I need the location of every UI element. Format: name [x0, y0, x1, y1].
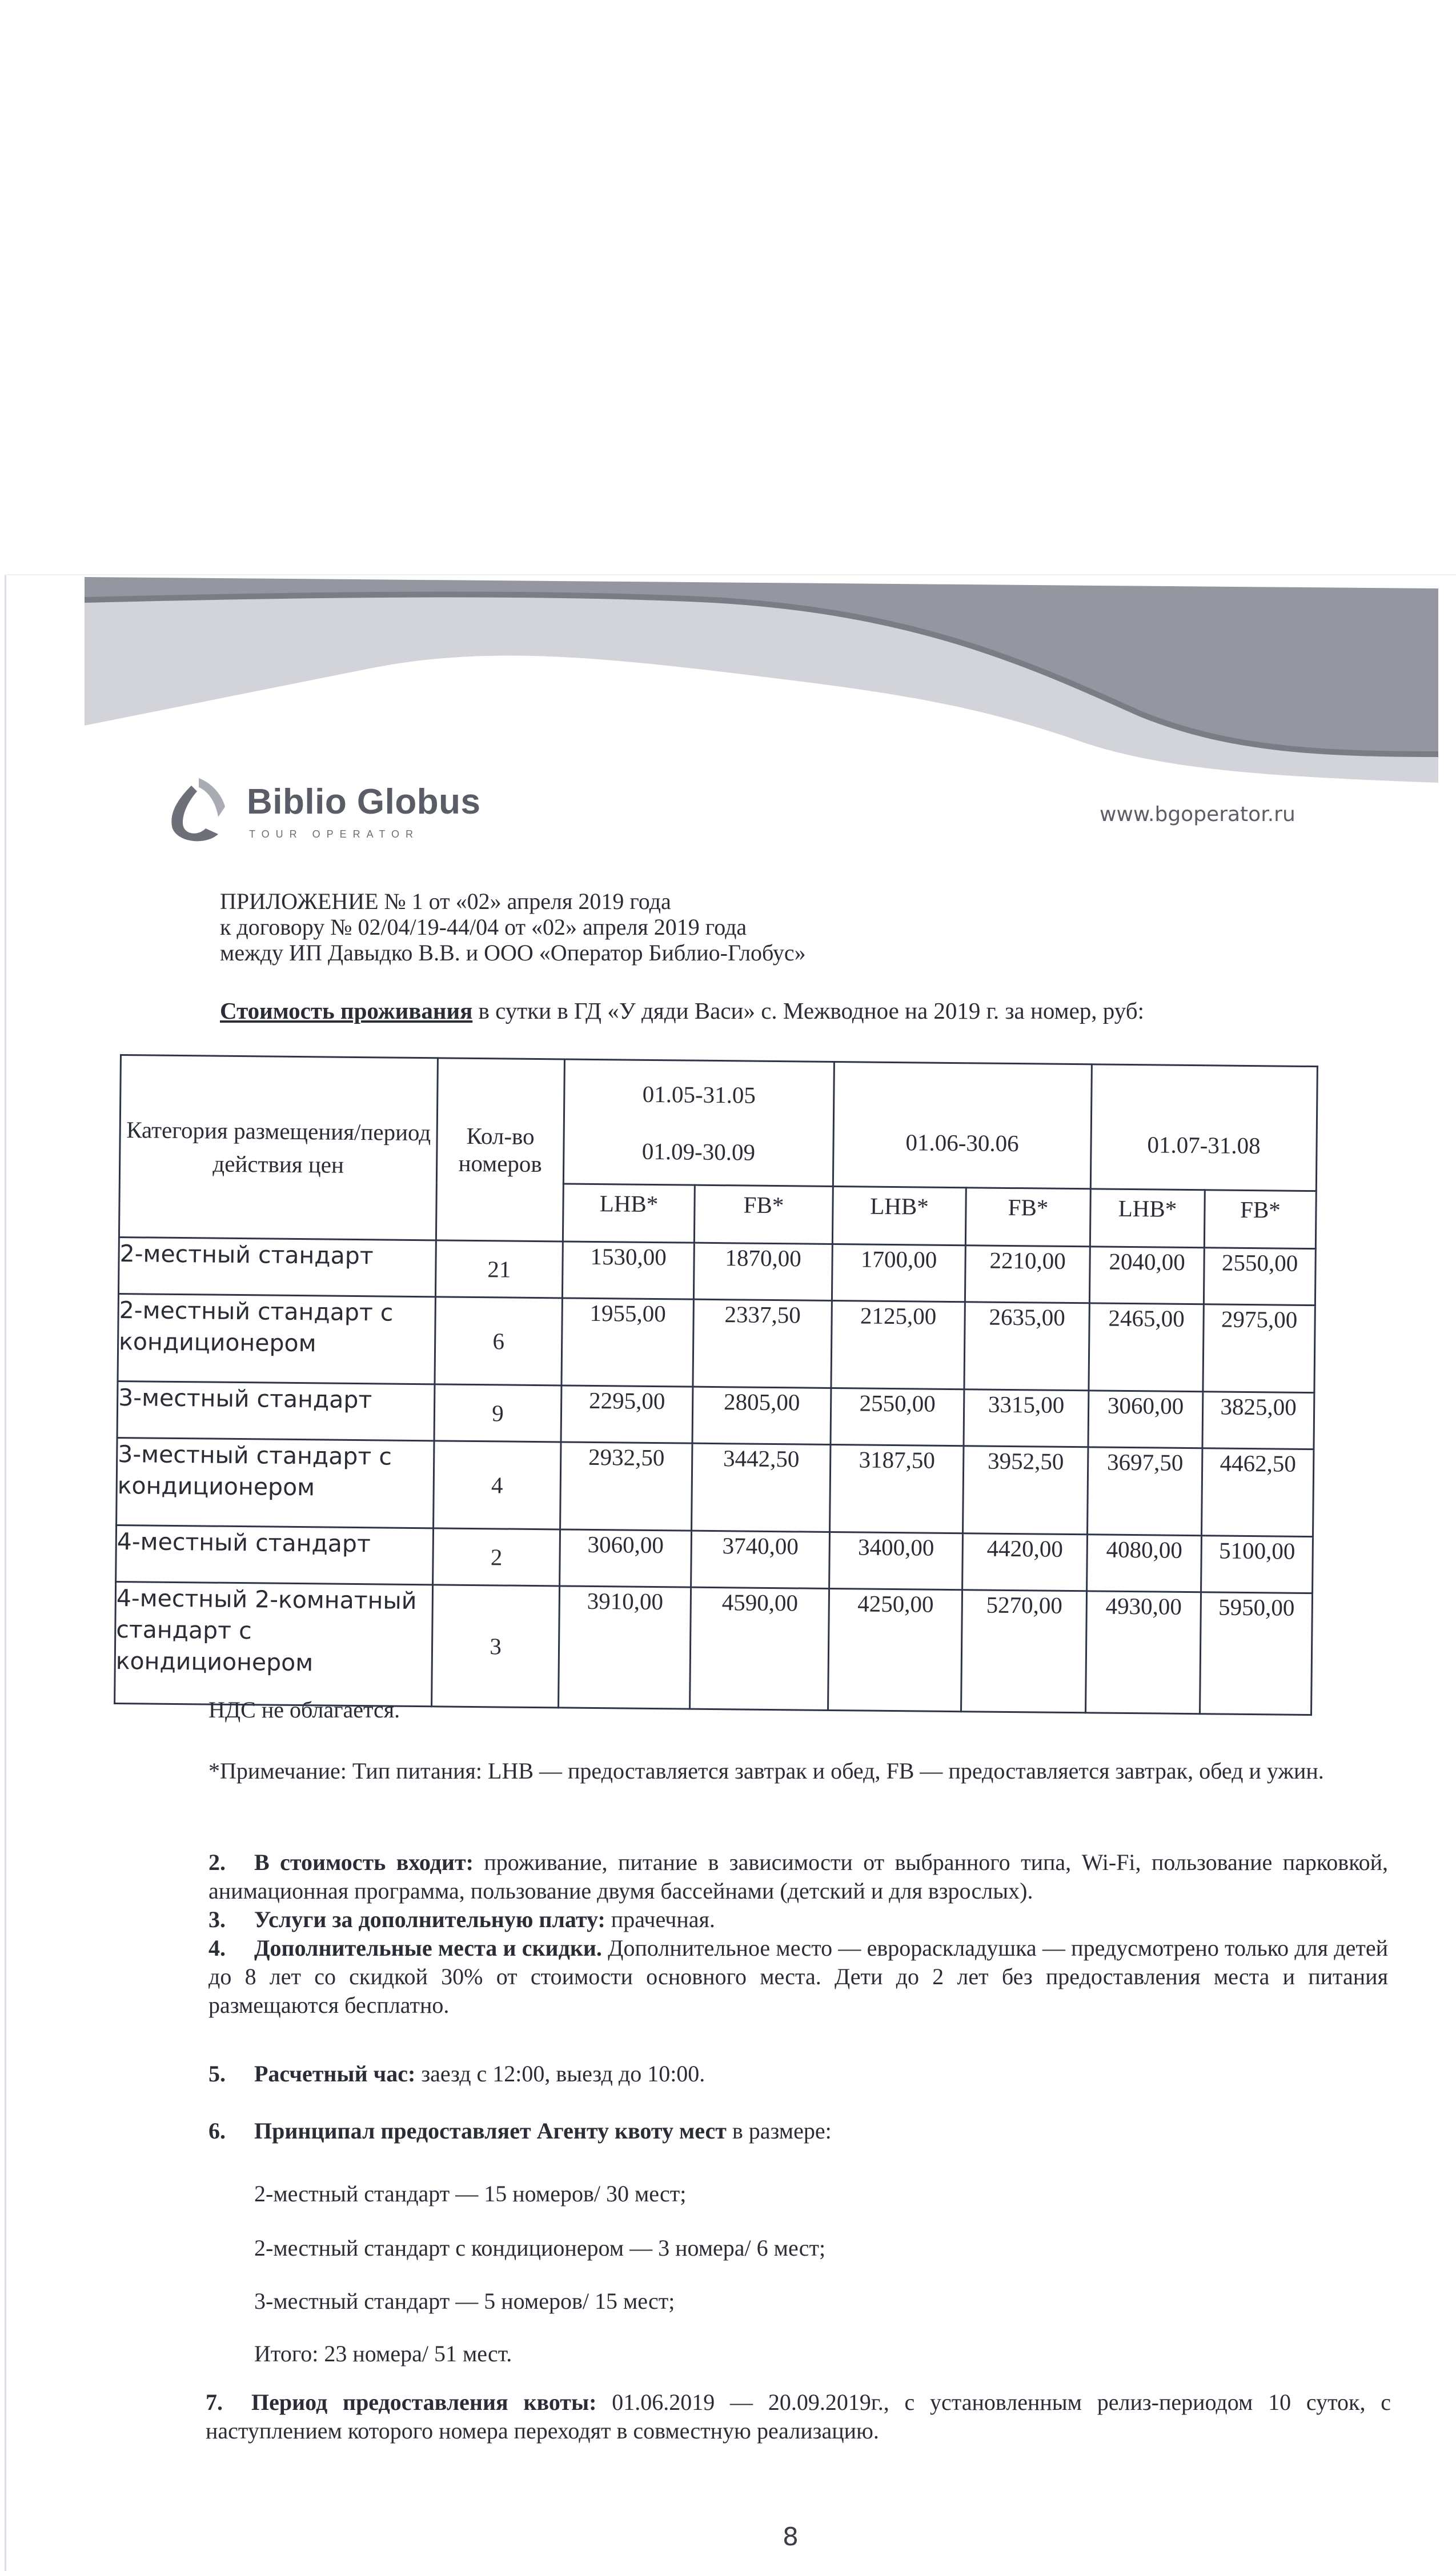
meal-type-header: FB*: [1204, 1190, 1316, 1249]
biblio-globus-logo: [166, 771, 508, 846]
section-2: [208, 1848, 1388, 1905]
section-3: [208, 1905, 1388, 1934]
brand-name: Biblio Globus: [247, 782, 481, 822]
section-number: 3.: [208, 1907, 226, 1932]
meal-type-header: LHB*: [563, 1184, 695, 1243]
section-7: [206, 2388, 1391, 2445]
price-cell: 1955,00: [561, 1298, 693, 1387]
price-cell: 2932,50: [560, 1442, 692, 1531]
section-text: Дополнительное место — еврораскладушка — предусмотрено только для детей до 8 лет со скидкой 30% от стоимости основного места. Дети до 2 лет без предоставления места и питания размещаются бесплатно.: [208, 1935, 1389, 2018]
room-count: 21: [435, 1240, 563, 1298]
price-cell: 1530,00: [562, 1242, 694, 1299]
brand-tagline: TOUR OPERATOR: [249, 828, 420, 840]
quota-item: 2-местный стандарт — 15 номеров/ 30 мест;: [254, 2181, 687, 2206]
room-category: 3-местный стандарт: [117, 1381, 435, 1440]
room-count: 2: [433, 1528, 560, 1586]
section-6: [208, 2117, 832, 2145]
table-header-row: [119, 1055, 1317, 1191]
meal-type-header: FB*: [965, 1188, 1090, 1247]
section-number: 4.: [208, 1935, 226, 1961]
column-header-period: 01.06-30.06: [833, 1062, 1092, 1189]
column-header-category: Категория размещения/период действия цен: [119, 1055, 438, 1240]
price-cell: 4930,00: [1086, 1591, 1201, 1714]
price-cell: 2975,00: [1203, 1304, 1315, 1393]
section-4: [208, 1934, 1388, 2020]
meal-note: *Примечание: Тип питания: LHB — предоставляется завтрак и обед, FB — предоставляется завтрак, обед и ужин.: [208, 1758, 1324, 1784]
price-cell: 2550,00: [1204, 1248, 1315, 1305]
price-cell: 2125,00: [831, 1300, 965, 1389]
price-cell: 4462,50: [1201, 1448, 1313, 1537]
room-category: 2-местный стандарт: [118, 1237, 436, 1296]
section-title: Расчетный час:: [254, 2061, 416, 2087]
price-cell: 4250,00: [828, 1588, 962, 1711]
vat-note: НДС не облагается.: [208, 1697, 400, 1723]
section-title: Услуги за дополнительную плату:: [254, 1907, 605, 1932]
cost-title: [220, 997, 1144, 1024]
meal-type-header: LHB*: [832, 1186, 966, 1245]
section-text: в размере:: [726, 2118, 832, 2144]
appendix-heading: [220, 888, 806, 966]
section-number: 5.: [208, 2061, 226, 2087]
quota-item: 2-местный стандарт с кондиционером — 3 номера/ 6 мест;: [254, 2235, 826, 2261]
section-5: [208, 2060, 705, 2088]
price-cell: 3060,00: [560, 1529, 692, 1587]
price-cell: 2040,00: [1089, 1247, 1204, 1304]
price-cell: 5270,00: [961, 1590, 1087, 1713]
section-text: прачечная.: [605, 1907, 715, 1932]
cost-title-underlined: Стоимость проживания: [220, 998, 473, 1024]
scan-edge: [5, 574, 6, 2571]
room-category: 4-местный 2-комнатный стандарт с кондиционером: [115, 1581, 433, 1706]
website-link[interactable]: www.bgoperator.ru: [1100, 803, 1295, 826]
price-cell: 3825,00: [1202, 1392, 1314, 1449]
room-category: 3-местный стандарт с кондиционером: [117, 1437, 434, 1528]
price-cell: 3910,00: [559, 1586, 691, 1709]
column-header-rooms: Кол-во номеров: [436, 1058, 564, 1242]
page-number: 8: [783, 2522, 799, 2552]
price-cell: 2550,00: [831, 1388, 964, 1445]
logo-mark-icon: [166, 771, 234, 846]
section-text: 01.06.2019 — 20.09.2019г., с установленным релиз-периодом 10 суток, с наступлением которого номера переходят в совместную реализацию.: [206, 2389, 1391, 2444]
price-cell: 5950,00: [1200, 1592, 1313, 1715]
section-title: Принципал предоставляет Агенту квоту мест: [254, 2118, 727, 2144]
meal-type-header: FB*: [694, 1185, 833, 1244]
column-header-period: 01.05-31.05 01.09-30.09: [563, 1059, 834, 1187]
section-number: 6.: [208, 2118, 226, 2144]
price-cell: 2337,50: [693, 1299, 832, 1388]
price-cell: 4420,00: [962, 1533, 1088, 1591]
room-count: 9: [434, 1384, 561, 1442]
price-cell: 3060,00: [1088, 1391, 1203, 1448]
heading-line-2: к договору № 02/04/19-44/04 от «02» апреля 2019 года: [220, 914, 747, 940]
table-row: [117, 1437, 1314, 1536]
price-cell: 2210,00: [965, 1246, 1090, 1303]
price-cell: 3187,50: [830, 1444, 964, 1533]
quota-item: 3-местный стандарт — 5 номеров/ 15 мест;: [254, 2288, 675, 2314]
room-count: 6: [435, 1297, 562, 1385]
price-cell: 2295,00: [561, 1385, 693, 1443]
header-wave-banner: [85, 577, 1438, 783]
price-cell: 2465,00: [1089, 1303, 1204, 1392]
section-title: Период предоставления квоты:: [251, 2389, 597, 2415]
price-cell: 4080,00: [1087, 1535, 1202, 1592]
price-cell: 3952,50: [963, 1446, 1088, 1535]
room-category: 2-местный стандарт с кондиционером: [118, 1293, 435, 1384]
price-cell: 2805,00: [692, 1387, 831, 1444]
room-count: 4: [434, 1441, 561, 1529]
price-cell: 3315,00: [964, 1389, 1089, 1447]
section-title: Дополнительные места и скидки.: [254, 1935, 602, 1961]
price-cell: 3400,00: [829, 1532, 963, 1589]
price-cell: 1870,00: [693, 1243, 832, 1300]
section-title: В стоимость входит:: [254, 1849, 474, 1875]
heading-line-1: ПРИЛОЖЕНИЕ № 1 от «02» апреля 2019 года: [220, 888, 671, 914]
quota-total: Итого: 23 номера/ 51 мест.: [254, 2341, 512, 2366]
table-row: [115, 1581, 1313, 1715]
room-count: 3: [432, 1585, 560, 1708]
section-text: проживание, питание в зависимости от выбранного типа, Wi-Fi, пользование парковкой, анимационная программа, пользование двумя бассейнами (детский и для взрослых).: [208, 1849, 1388, 1904]
column-header-period: 01.07-31.08: [1090, 1064, 1317, 1191]
price-table: [114, 1054, 1318, 1716]
section-number: 2.: [208, 1849, 226, 1875]
section-text: заезд с 12:00, выезд до 10:00.: [415, 2061, 705, 2087]
price-cell: 4590,00: [690, 1587, 829, 1710]
price-cell: 2635,00: [964, 1302, 1089, 1391]
scan-edge-top: [5, 574, 1456, 575]
price-cell: 5100,00: [1201, 1536, 1313, 1593]
price-cell: 3697,50: [1088, 1447, 1202, 1536]
price-cell: 1700,00: [832, 1244, 965, 1301]
price-cell: 3740,00: [691, 1531, 830, 1588]
room-category: 4-местный стандарт: [116, 1525, 434, 1584]
cost-title-rest: в сутки в ГД «У дяди Васи» с. Межводное на 2019 г. за номер, руб:: [472, 998, 1144, 1024]
section-number: 7.: [206, 2389, 223, 2415]
meal-type-header: LHB*: [1090, 1189, 1205, 1248]
price-cell: 3442,50: [692, 1443, 831, 1532]
heading-line-3: между ИП Давыдко В.В. и ООО «Оператор Библио-Глобус»: [220, 940, 806, 966]
table-row: [118, 1293, 1315, 1392]
